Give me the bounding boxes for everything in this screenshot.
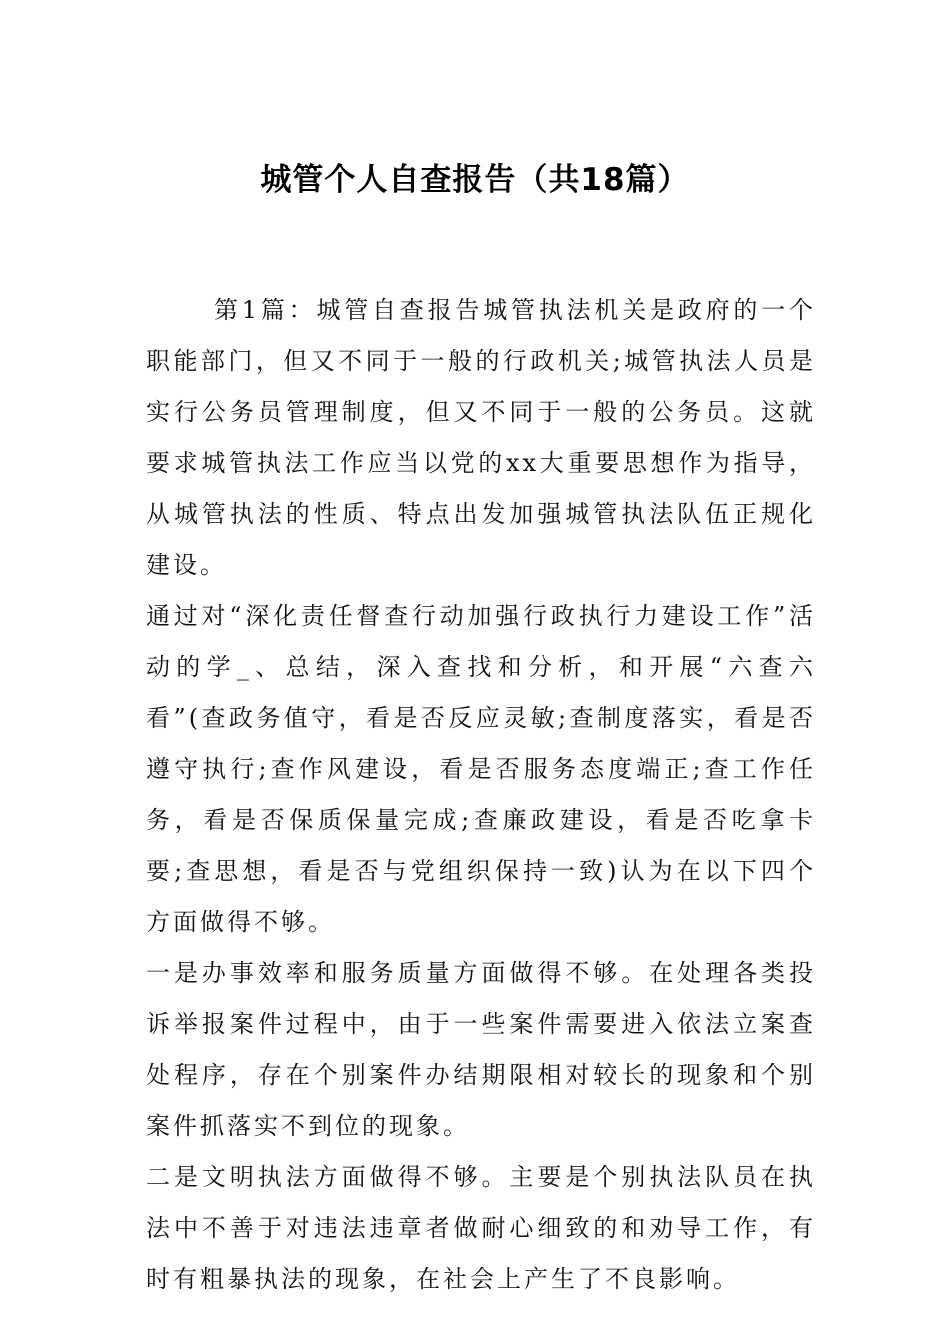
paragraph-3: 一是办事效率和服务质量方面做得不够。在处理各类投诉举报案件过程中，由于一些案件需要进入依法立案查处程序，存在个别案件办结期限相对较长的现象和个别案件抓落实不到位的现象。 — [146, 959, 816, 1140]
document-title: 城管个人自查报告（共18篇） — [260, 162, 690, 198]
paragraph-2: 通过对“深化责任督查行动加强行政执行力建设工作”活动的学_、总结，深入查找和分析，和开展“六查六看”(查政务值守，看是否反应灵敏;查制度落实，看是否遵守执行;查作风建设，看是否服务态度端正;查工作任务，看是否保质保量完成;查廉政建设，看是否吃拿卡要;查思想，看是否与党组织保持一致)认为在以下四个方面做得不够。 — [146, 602, 816, 936]
paragraph-4: 二是文明执法方面做得不够。主要是个别执法队员在执法中不善于对违法违章者做耐心细致的和劝导工作，有时有粗暴执法的现象，在社会上产生了不良影响。 — [146, 1163, 816, 1293]
document-body — [146, 285, 816, 1305]
paragraph-1: 第1篇：城管自查报告城管执法机关是政府的一个职能部门，但又不同于一般的行政机关;城管执法人员是实行公务员管理制度，但又不同于一般的公务员。这就要求城管执法工作应当以党的xx大重要思想作为指导，从城管执法的性质、特点出发加强城管执法队伍正规化建设。 — [146, 296, 816, 579]
